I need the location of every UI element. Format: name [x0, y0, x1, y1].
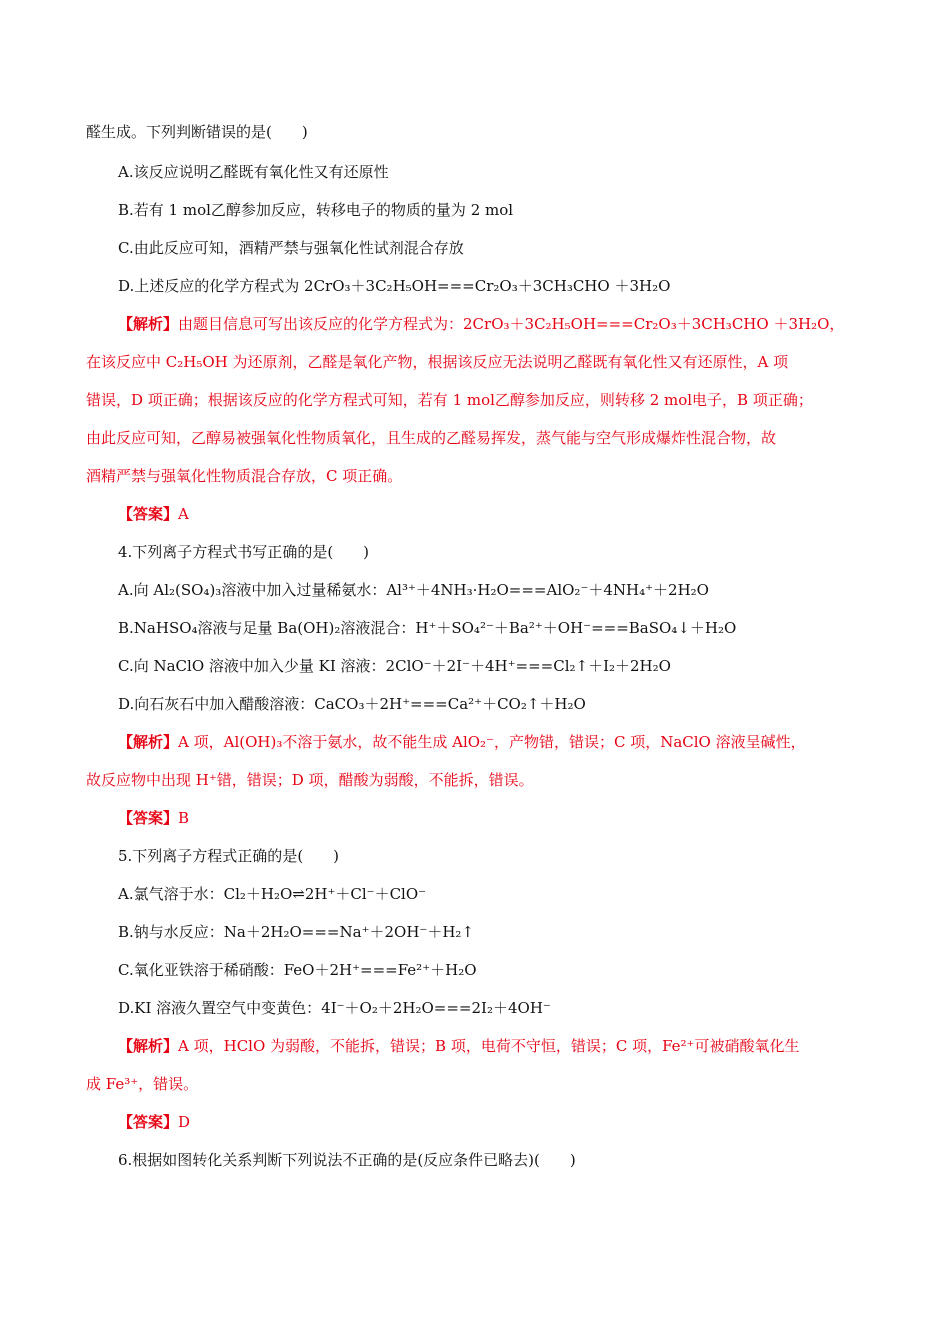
q3-analysis-line-3: 错误，D 项正确；根据该反应的化学方程式可知，若有 1 mol乙醇参加反应，则转移 2 mol电子，B 项正确； [86, 391, 813, 409]
q4-analysis-line-1: 【解析】A 项，Al(OH)₃不溶于氨水，故不能生成 AlO₂⁻，产物错，错误；C 项，NaClO 溶液呈碱性， [118, 733, 806, 751]
answer-tag: 【答案】 [118, 505, 179, 523]
analysis-tag: 【解析】 [118, 1037, 179, 1055]
question-3-stem-end: 醛生成。下列判断错误的是( ) [86, 123, 308, 141]
q4-answer: 【答案】B [118, 809, 190, 827]
q3-option-a: A.该反应说明乙醛既有氧化性又有还原性 [118, 163, 389, 181]
q5-answer: 【答案】D [118, 1113, 191, 1131]
q4-option-d: D.向石灰石中加入醋酸溶液：CaCO₃＋2H⁺===Ca²⁺＋CO₂↑＋H₂O [118, 695, 586, 713]
q4-option-b: B.NaHSO₄溶液与足量 Ba(OH)₂溶液混合：H⁺＋SO₄²⁻＋Ba²⁺＋OH⁻===BaSO₄↓＋H₂O [118, 619, 737, 637]
q4-option-c: C.向 NaClO 溶液中加入少量 KI 溶液：2ClO⁻＋2I⁻＋4H⁺===Cl₂↑＋I₂＋2H₂O [118, 657, 671, 675]
q5-analysis-line-1: 【解析】A 项，HClO 为弱酸，不能拆，错误；B 项，电荷不守恒，错误；C 项，Fe²⁺可被硝酸氧化生 [118, 1037, 800, 1055]
q3-option-c: C.由此反应可知，酒精严禁与强氧化性试剂混合存放 [118, 239, 464, 257]
q5-option-d: D.KI 溶液久置空气中变黄色：4I⁻＋O₂＋2H₂O===2I₂＋4OH⁻ [118, 999, 551, 1017]
q3-analysis-line-4: 由此反应可知，乙醇易被强氧化性物质氧化，且生成的乙醛易挥发，蒸气能与空气形成爆炸性混合物，故 [86, 429, 777, 447]
question-5-stem: 5.下列离子方程式正确的是( ) [118, 847, 340, 865]
question-4-stem: 4.下列离子方程式书写正确的是( ) [118, 543, 370, 561]
q5-option-b: B.钠与水反应：Na＋2H₂O===Na⁺＋2OH⁻＋H₂↑ [118, 923, 474, 941]
q3-answer: 【答案】A [118, 505, 189, 523]
q5-analysis-line-2: 成 Fe³⁺，错误。 [86, 1075, 199, 1093]
analysis-tag: 【解析】 [118, 733, 179, 751]
answer-tag: 【答案】 [118, 1113, 179, 1131]
q4-option-a: A.向 Al₂(SO₄)₃溶液中加入过量稀氨水：Al³⁺＋4NH₃·H₂O===AlO₂⁻＋4NH₄⁺＋2H₂O [118, 581, 709, 599]
q3-option-d: D.上述反应的化学方程式为 2CrO₃＋3C₂H₅OH===Cr₂O₃＋3CH₃CHO ＋3H₂O [118, 277, 671, 295]
question-6-stem: 6.根据如图转化关系判断下列说法不正确的是(反应条件已略去)( ) [118, 1151, 576, 1169]
q3-option-b: B.若有 1 mol乙醇参加反应，转移电子的物质的量为 2 mol [118, 201, 514, 219]
answer-tag: 【答案】 [118, 809, 179, 827]
q3-analysis-line-2: 在该反应中 C₂H₅OH 为还原剂，乙醛是氧化产物，根据该反应无法说明乙醛既有氧化性又有还原性，A 项 [86, 353, 789, 371]
q5-option-c: C.氧化亚铁溶于稀硝酸：FeO＋2H⁺===Fe²⁺＋H₂O [118, 961, 477, 979]
q4-analysis-line-2: 故反应物中出现 H⁺错，错误；D 项，醋酸为弱酸，不能拆，错误。 [86, 771, 534, 789]
q3-analysis-line-1: 【解析】由题目信息可写出该反应的化学方程式为：2CrO₃＋3C₂H₅OH===Cr₂O₃＋3CH₃CHO ＋3H₂O， [118, 315, 845, 333]
q5-option-a: A.氯气溶于水：Cl₂＋H₂O⇌2H⁺＋Cl⁻＋ClO⁻ [118, 885, 427, 903]
q3-analysis-line-5: 酒精严禁与强氧化性物质混合存放，C 项正确。 [86, 467, 403, 485]
analysis-tag: 【解析】 [118, 315, 179, 333]
